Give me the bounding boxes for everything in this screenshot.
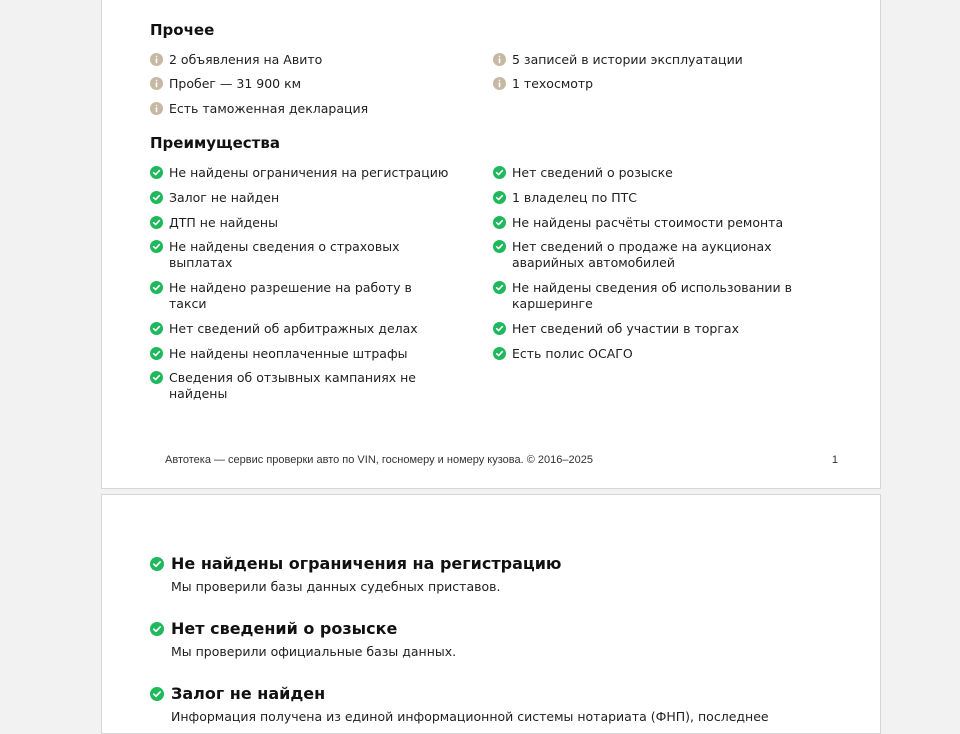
list-item [150, 165, 450, 181]
info-icon [150, 53, 163, 66]
list-item [150, 239, 450, 271]
item-label: Нет сведений о продаже на аукционах аварийных автомобилей [512, 239, 772, 270]
item-label: Нет сведений об арбитражных делах [169, 321, 418, 336]
list-item [150, 215, 450, 231]
check-icon [493, 322, 506, 335]
report-page-2 [101, 494, 881, 734]
check-icon [150, 622, 164, 636]
check-icon [150, 281, 163, 294]
detail-title: Залог не найден [171, 684, 326, 703]
item-label: 5 записей в истории эксплуатации [512, 52, 743, 67]
item-label: ДТП не найдены [169, 215, 278, 230]
list-item [150, 280, 450, 312]
check-icon [150, 347, 163, 360]
check-icon [493, 281, 506, 294]
check-icon [493, 240, 506, 253]
check-icon [493, 191, 506, 204]
list-item [150, 101, 450, 117]
item-label: Нет сведений о розыске [512, 165, 673, 180]
list-item [493, 165, 793, 181]
section-title-advantages: Преимущества [150, 134, 280, 152]
info-icon [493, 53, 506, 66]
list-item [150, 370, 450, 402]
detail-header [150, 619, 830, 638]
info-icon [150, 102, 163, 115]
detail-header [150, 684, 830, 703]
detail-title: Нет сведений о розыске [171, 619, 398, 638]
check-icon [150, 557, 164, 571]
item-label: Залог не найден [169, 190, 280, 205]
item-label: Не найдены расчёты стоимости ремонта [512, 215, 784, 230]
list-item [493, 190, 793, 206]
item-label: Не найдены неоплаченные штрафы [169, 346, 408, 361]
list-item [493, 215, 793, 231]
detail-description: Информация получена из единой информационной системы нотариата (ФНП), последнее [171, 709, 769, 724]
item-label: Сведения об отзывных кампаниях не найдены [169, 370, 416, 401]
detail-header [150, 554, 830, 573]
detail-description: Мы проверили официальные базы данных. [171, 644, 457, 659]
report-page-1 [101, 0, 881, 489]
item-label: 1 техосмотр [512, 76, 594, 91]
list-item [493, 76, 793, 92]
list-item [493, 346, 793, 362]
detail-block [150, 554, 830, 594]
item-label: Не найдены сведения об использовании в каршеринге [512, 280, 793, 311]
list-item [493, 239, 793, 271]
check-icon [493, 347, 506, 360]
check-icon [150, 240, 163, 253]
info-icon [150, 77, 163, 90]
item-label: Есть таможенная декларация [169, 101, 369, 116]
list-item [493, 280, 793, 312]
info-icon [493, 77, 506, 90]
item-label: Не найдены ограничения на регистрацию [169, 165, 449, 180]
footer-copyright: Автотека — сервис проверки авто по VIN, госномеру и номеру кузова. © 2016–2025 [165, 454, 593, 466]
check-icon [150, 687, 164, 701]
check-icon [493, 216, 506, 229]
page-number: 1 [831, 454, 838, 466]
check-icon [150, 322, 163, 335]
list-item [493, 321, 793, 337]
list-item [150, 76, 450, 92]
list-item [493, 52, 793, 68]
detail-title: Не найдены ограничения на регистрацию [171, 554, 562, 573]
list-item [150, 52, 450, 68]
item-label: Есть полис ОСАГО [512, 346, 633, 361]
check-icon [150, 216, 163, 229]
item-label: 1 владелец по ПТС [512, 190, 637, 205]
list-item [150, 346, 450, 362]
section-title-other: Прочее [150, 21, 215, 39]
item-label: Пробег — 31 900 км [169, 76, 302, 91]
item-label: Не найдены сведения о страховых выплатах [169, 239, 400, 270]
item-label: Нет сведений об участии в торгах [512, 321, 739, 336]
list-item [150, 190, 450, 206]
item-label: Не найдено разрешение на работу в такси [169, 280, 412, 311]
item-label: 2 объявления на Авито [169, 52, 323, 67]
detail-block [150, 619, 830, 659]
list-item [150, 321, 450, 337]
check-icon [150, 191, 163, 204]
detail-description: Мы проверили базы данных судебных приставов. [171, 579, 501, 594]
check-icon [150, 371, 163, 384]
check-icon [493, 166, 506, 179]
detail-block [150, 684, 830, 724]
check-icon [150, 166, 163, 179]
